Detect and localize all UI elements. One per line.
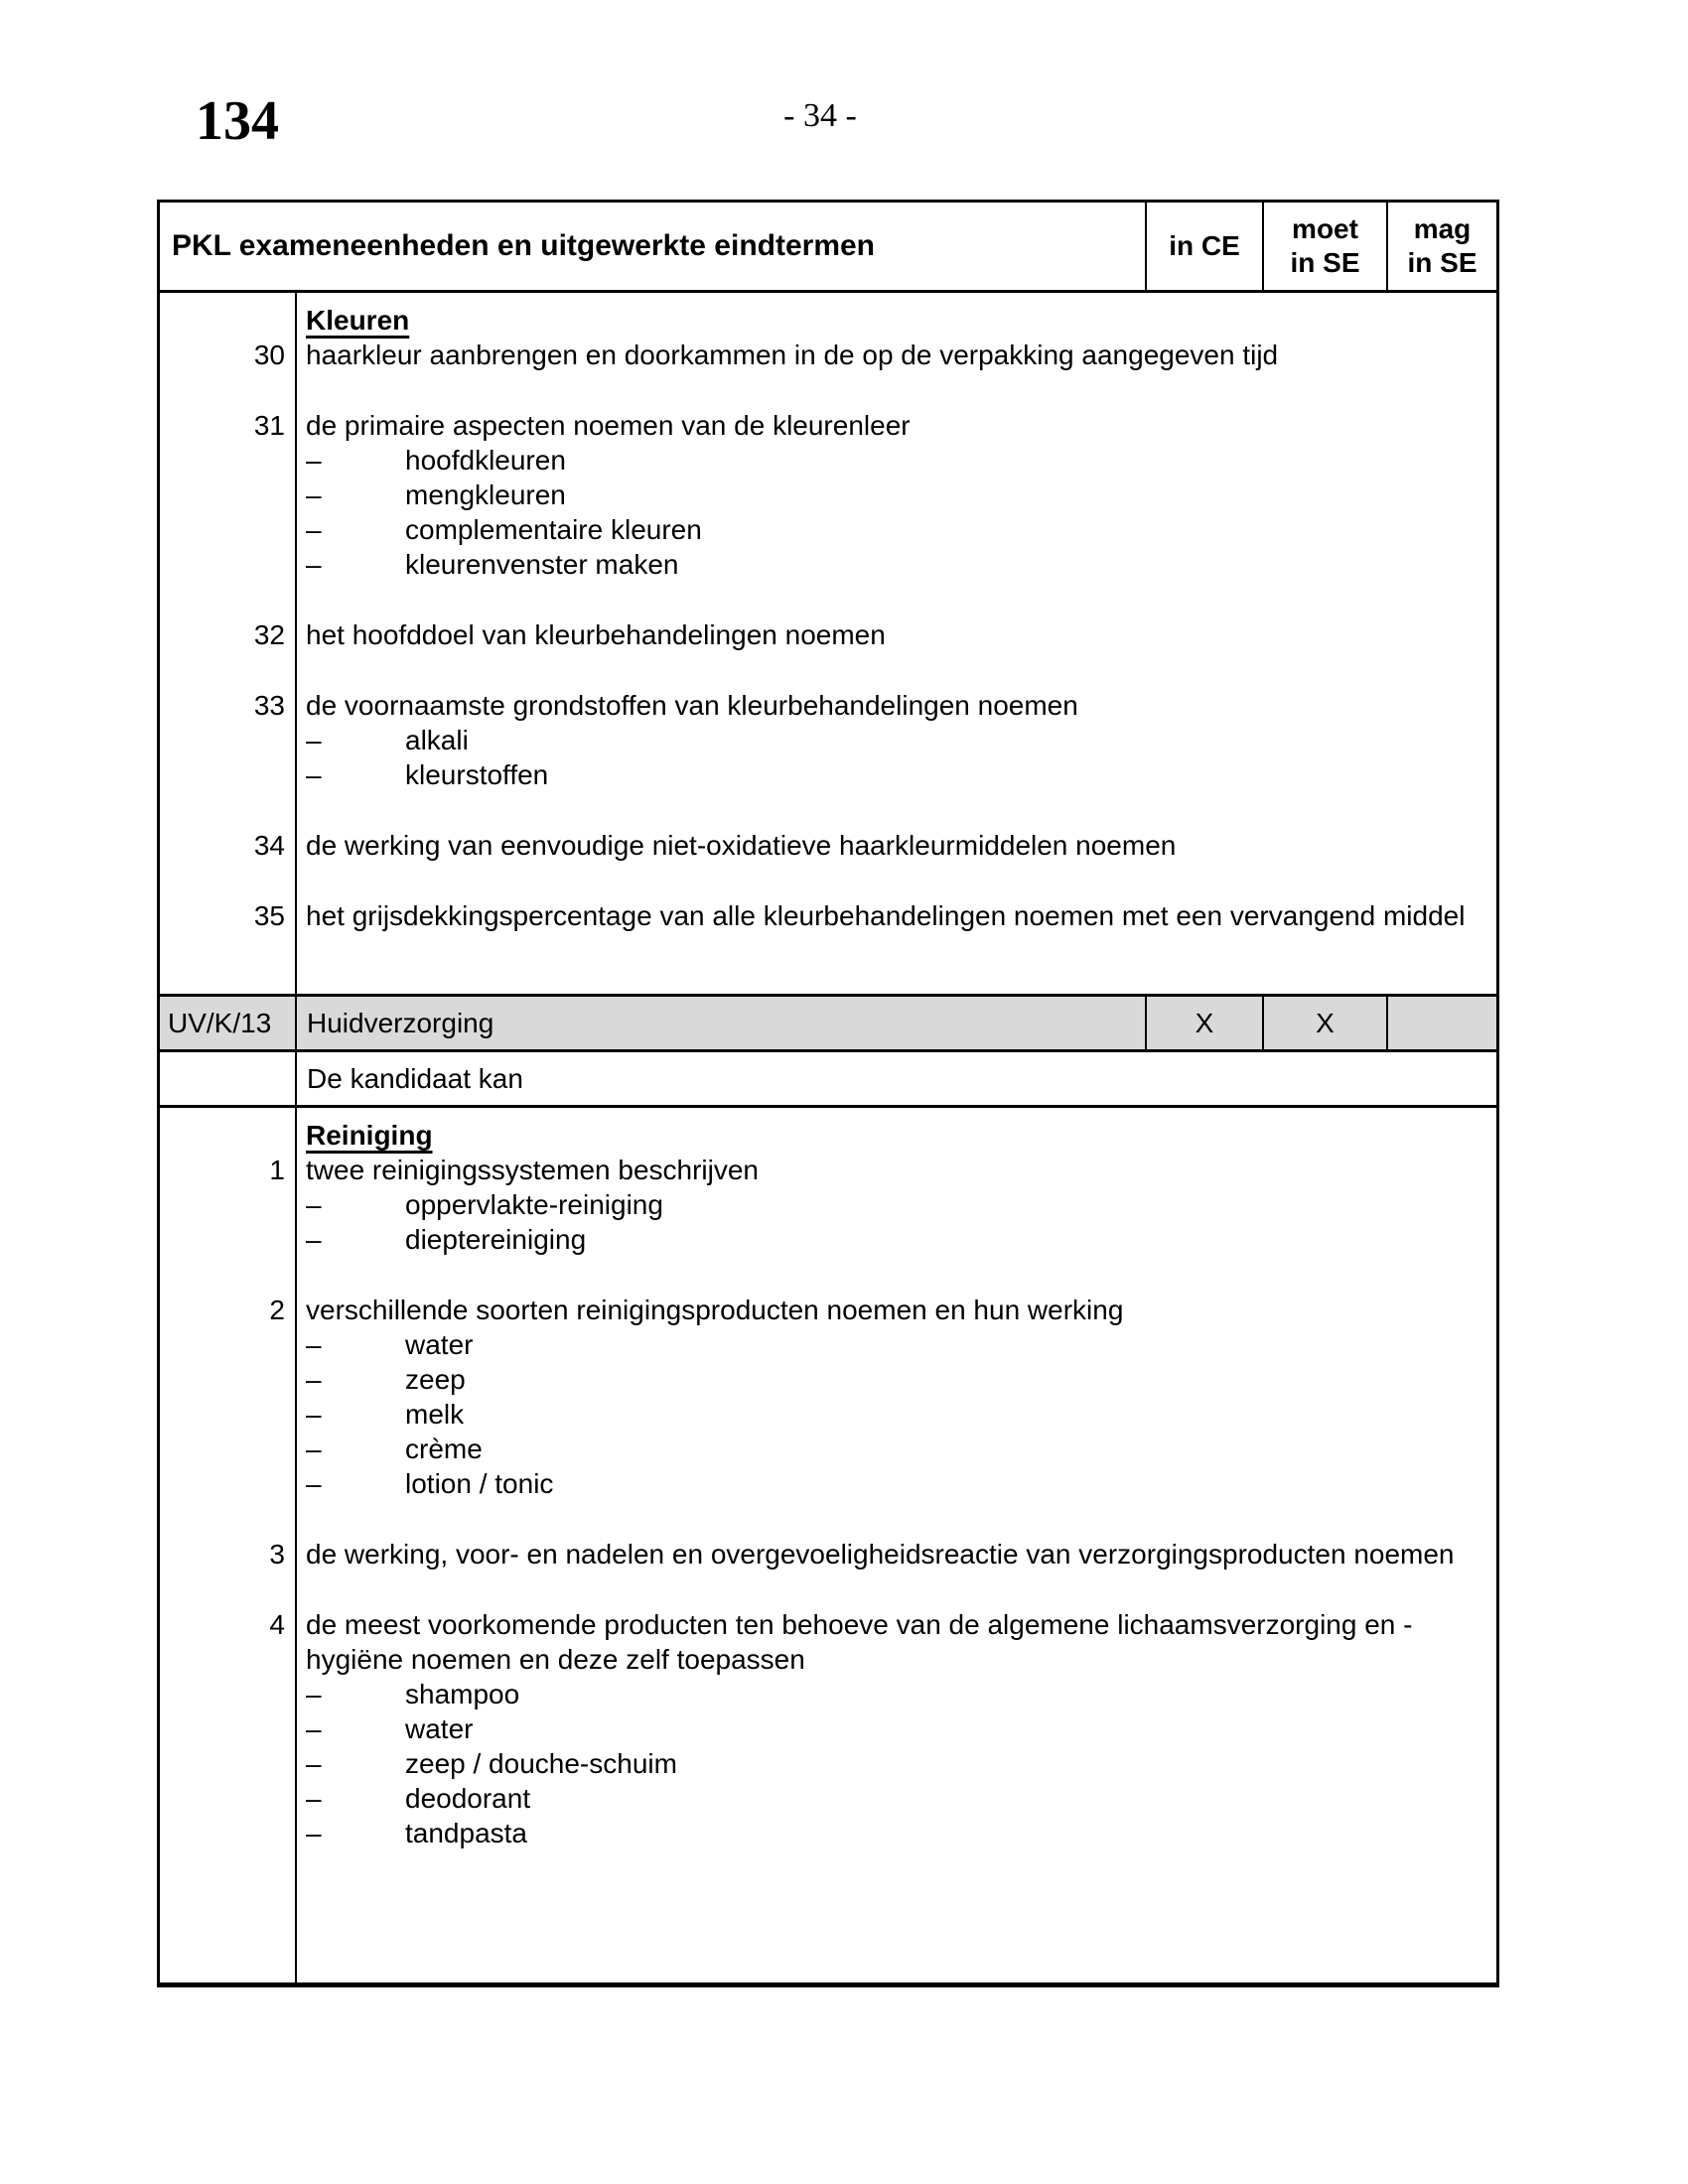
item-number: 30 (253, 340, 285, 370)
unit-code: UV/K/13 (160, 997, 297, 1049)
column-header-moet-line2: in SE (1290, 247, 1360, 278)
bullet-text: alkali (405, 725, 469, 755)
bullet-line (306, 757, 1473, 792)
item-number: 34 (253, 830, 285, 861)
section-heading-line (306, 1118, 1473, 1153)
item-text: de voornaamste grondstoffen van kleurbehandelingen noemen (306, 690, 1078, 721)
section-heading-line (306, 303, 1473, 338)
bullet-line (306, 1781, 1473, 1816)
item-text: twee reinigingssystemen beschrijven (306, 1155, 759, 1185)
section-heading: Kleuren (306, 305, 410, 336)
bullet-dash-icon: – (306, 1433, 322, 1464)
item-text: verschillende soorten reinigingsproducten noemen en hun werking (306, 1295, 1124, 1325)
item-number: 3 (269, 1539, 285, 1570)
bullet-line (306, 443, 1473, 478)
bullet-text: zeep / douche-schuim (405, 1748, 677, 1779)
bullet-text: crème (405, 1433, 483, 1464)
item-text: de primaire aspecten noemen van de kleurenleer (306, 410, 911, 441)
bullet-text: shampoo (405, 1679, 520, 1709)
eindterm-item (253, 828, 1473, 863)
item-number: 1 (269, 1155, 285, 1185)
bullet-text: kleurenvenster maken (405, 549, 679, 580)
bullet-line (306, 1397, 1473, 1432)
unit-in-ce-mark: X (1147, 997, 1264, 1049)
bullet-line (306, 1432, 1473, 1466)
bullet-text: water (405, 1329, 474, 1360)
bullet-dash-icon: – (306, 759, 322, 790)
bullet-dash-icon: – (306, 1748, 322, 1779)
section-kleuren (160, 293, 1496, 997)
bullet-dash-icon: – (306, 1189, 322, 1220)
bullet-dash-icon: – (306, 1468, 322, 1499)
item-spacer (306, 863, 1473, 898)
item-text: het grijsdekkingspercentage van alle kleurbehandelingen noemen met een vervangend middel (306, 900, 1466, 931)
bullet-text: oppervlakte-reiniging (405, 1189, 663, 1220)
unit-mag-in-se-mark (1388, 997, 1496, 1049)
bullet-text: zeep (405, 1364, 466, 1395)
item-number: 31 (253, 410, 285, 441)
bullet-dash-icon: – (306, 549, 322, 580)
column-header-moet-in-se (1264, 203, 1388, 290)
bullet-line (306, 1816, 1473, 1850)
item-number: 35 (253, 900, 285, 931)
eindterm-item (269, 1153, 1473, 1257)
bullet-line (306, 1746, 1473, 1781)
item-number: 32 (253, 619, 285, 650)
section-content (160, 293, 1496, 933)
eindterm-item (269, 1537, 1473, 1571)
bullet-line (306, 478, 1473, 512)
bullet-dash-icon: – (306, 445, 322, 476)
bullet-dash-icon: – (306, 479, 322, 510)
item-spacer (306, 652, 1473, 688)
bullet-dash-icon: – (306, 1224, 322, 1255)
bullet-line (306, 1187, 1473, 1222)
column-header-in-ce (1147, 203, 1264, 290)
kandidaat-row (160, 1052, 1496, 1108)
bullet-dash-icon: – (306, 1818, 322, 1848)
bullet-text: kleurstoffen (405, 759, 549, 790)
item-number: 33 (253, 690, 285, 721)
column-header-mag-in-se (1388, 203, 1496, 290)
item-text: de werking, voor- en nadelen en overgevoeligheidsreactie van verzorgingsproducten noemen (306, 1539, 1455, 1570)
table-title: PKL exameneenheden en uitgewerkte eindtermen (160, 203, 1147, 290)
item-text: de werking van eenvoudige niet-oxidatieve haarkleurmiddelen noemen (306, 830, 1177, 861)
bullet-line (306, 512, 1473, 547)
bullet-line (306, 723, 1473, 757)
item-spacer (306, 582, 1473, 617)
section-reiniging (160, 1108, 1496, 1982)
bullet-line (306, 1327, 1473, 1362)
bullet-text: lotion / tonic (405, 1468, 554, 1499)
bullet-text: dieptereiniging (405, 1224, 587, 1255)
eindterm-item (253, 338, 1473, 372)
bullet-dash-icon: – (306, 514, 322, 545)
bullet-dash-icon: – (306, 1713, 322, 1744)
eindterm-item (253, 898, 1473, 933)
column-header-mag-line1: mag (1413, 213, 1472, 244)
item-text: haarkleur aanbrengen en doorkammen in de op de verpakking aangegeven tijd (306, 340, 1279, 370)
eindterm-item (269, 1607, 1473, 1850)
unit-moet-in-se-mark: X (1264, 997, 1388, 1049)
item-number: 4 (269, 1609, 285, 1640)
eindterm-item (253, 688, 1473, 792)
page-number-center: - 34 - (783, 97, 857, 134)
bullet-dash-icon: – (306, 725, 322, 755)
bullet-text: water (405, 1713, 474, 1744)
bullet-text: hoofdkleuren (405, 445, 566, 476)
column-header-moet-line1: moet (1292, 213, 1358, 244)
unit-row (160, 997, 1496, 1052)
bullet-text: mengkleuren (405, 479, 566, 510)
bullet-text: tandpasta (405, 1818, 527, 1848)
eindterm-item (253, 408, 1473, 582)
item-spacer (306, 372, 1473, 408)
kandidaat-empty-code-cell (160, 1052, 297, 1105)
kandidaat-text: De kandidaat kan (307, 1062, 523, 1094)
section-heading: Reiniging (306, 1120, 433, 1151)
bullet-dash-icon: – (306, 1329, 322, 1360)
bullet-line (306, 1677, 1473, 1711)
bullet-text: deodorant (405, 1783, 531, 1814)
section-content (160, 1108, 1496, 1850)
bullet-line (306, 1362, 1473, 1397)
column-header-in-ce-label: in CE (1169, 230, 1240, 261)
unit-label: Huidverzorging (297, 997, 1147, 1049)
bullet-line (306, 547, 1473, 582)
bullet-text: melk (405, 1399, 465, 1430)
bullet-line (306, 1711, 1473, 1746)
eindterm-item (253, 617, 1473, 652)
eindtermen-table (157, 200, 1499, 1987)
item-spacer (306, 1257, 1473, 1293)
item-spacer (306, 1501, 1473, 1537)
item-spacer (306, 1571, 1473, 1607)
item-number: 2 (269, 1295, 285, 1325)
bullet-dash-icon: – (306, 1364, 322, 1395)
item-text: het hoofddoel van kleurbehandelingen noemen (306, 619, 886, 650)
table-header-row (160, 203, 1496, 293)
eindterm-item (269, 1293, 1473, 1501)
bullet-text: complementaire kleuren (405, 514, 702, 545)
bullet-dash-icon: – (306, 1399, 322, 1430)
bullet-line (306, 1466, 1473, 1501)
bullet-dash-icon: – (306, 1679, 322, 1709)
bullet-dash-icon: – (306, 1783, 322, 1814)
item-spacer (306, 792, 1473, 828)
item-text: de meest voorkomende producten ten behoeve van de algemene lichaamsverzorging en -hygiëne noemen en deze zelf toepassen (306, 1609, 1413, 1675)
bullet-line (306, 1222, 1473, 1257)
column-header-mag-line2: in SE (1407, 247, 1477, 278)
page-number-corner: 134 (196, 90, 279, 152)
